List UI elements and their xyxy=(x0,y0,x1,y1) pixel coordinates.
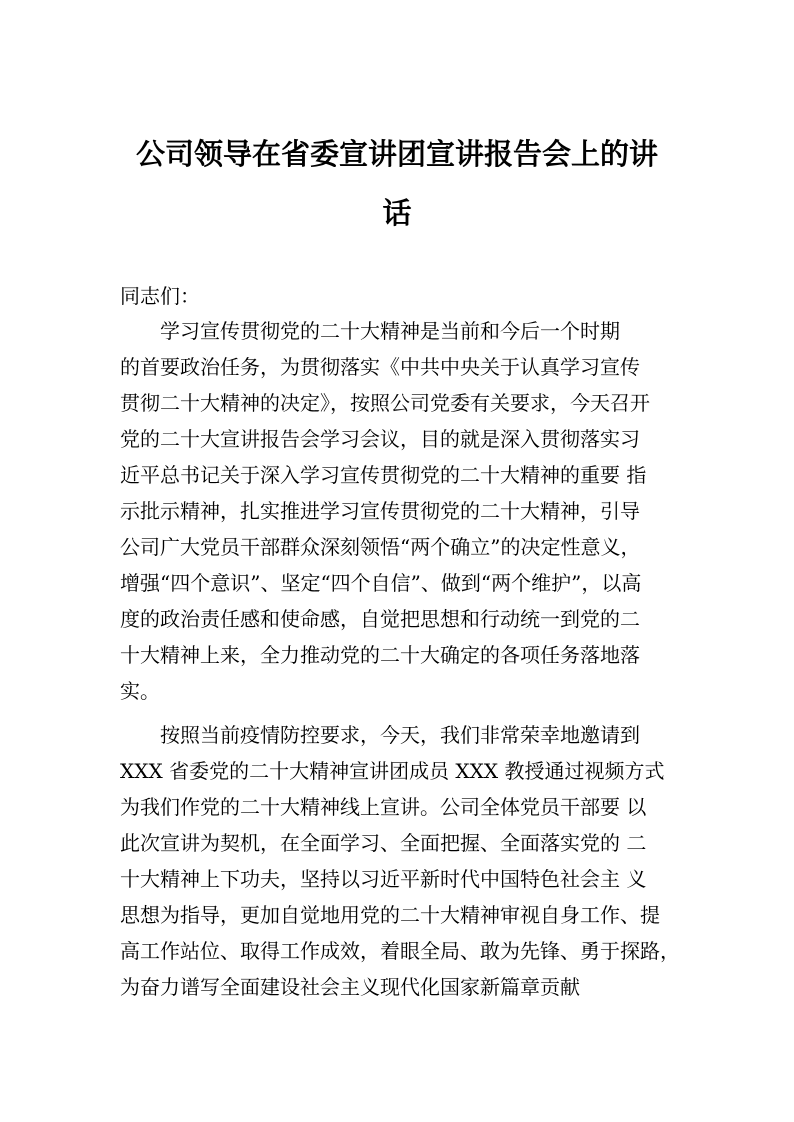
paragraph-1-line: 度的政治责任感和使命感，自觉把思想和行动统一到党的二 xyxy=(120,607,640,631)
paragraph-1-line: 增强“四个意识”、坚定“四个自信”、做到“两个维护”，以高 xyxy=(120,571,642,595)
paragraph-2-line: 为奋力谱写全面建设社会主义现代化国家新篇章贡献 xyxy=(120,975,580,999)
paragraph-1-line: 十大精神上来，全力推动党的二十大确定的各项任务落地落 xyxy=(120,643,640,667)
paragraph-2-line: XXX 省委党的二十大精神宣讲团成员 XXX 教授通过视频方式 xyxy=(120,759,665,783)
paragraph-2-line: 十大精神上下功夫，坚持以习近平新时代中国特色社会主 义 xyxy=(120,867,647,891)
paragraph-1-line: 示批示精神，扎实推进学习宣传贯彻党的二十大精神，引导 xyxy=(120,499,640,523)
salutation: 同志们： xyxy=(120,284,200,308)
document-title-line-1: 公司领导在省委宣讲团宣讲报告会上的讲 xyxy=(135,137,658,171)
paragraph-1-line: 学习宣传贯彻党的二十大精神是当前和今后一个时期 xyxy=(160,319,620,343)
paragraph-1-line: 实。 xyxy=(120,679,160,703)
paragraph-1-line: 公司广大党员干部群众深刻领悟“两个确立”的决定性意义， xyxy=(120,535,641,559)
paragraph-1-line: 的首要政治任务，为贯彻落实《中共中央关于认真学习宣传 xyxy=(120,355,640,379)
paragraph-1-line: 近平总书记关于深入学习宣传贯彻党的二十大精神的重要 指 xyxy=(120,463,647,487)
paragraph-2-line: 思想为指导，更加自觉地用党的二十大精神审视自身工作、提 xyxy=(120,903,660,927)
paragraph-2-line: 为我们作党的二十大精神线上宣讲。公司全体党员干部要 以 xyxy=(120,795,647,819)
paragraph-1-line: 党的二十大宣讲报告会学习会议，目的就是深入贯彻落实习 xyxy=(120,427,640,451)
paragraph-2-line: 按照当前疫情防控要求，今天，我们非常荣幸地邀请到 xyxy=(160,723,640,747)
document-title-line-2: 话 xyxy=(382,196,412,230)
paragraph-2-line: 高工作站位、取得工作成效，着眼全局、敢为先锋、勇于探路， xyxy=(120,939,680,963)
paragraph-1-line: 贯彻二十大精神的决定》，按照公司党委有关要求，今天召开 xyxy=(120,391,650,415)
paragraph-2-line: 此次宣讲为契机，在全面学习、全面把握、全面落实党的 二 xyxy=(120,831,647,855)
